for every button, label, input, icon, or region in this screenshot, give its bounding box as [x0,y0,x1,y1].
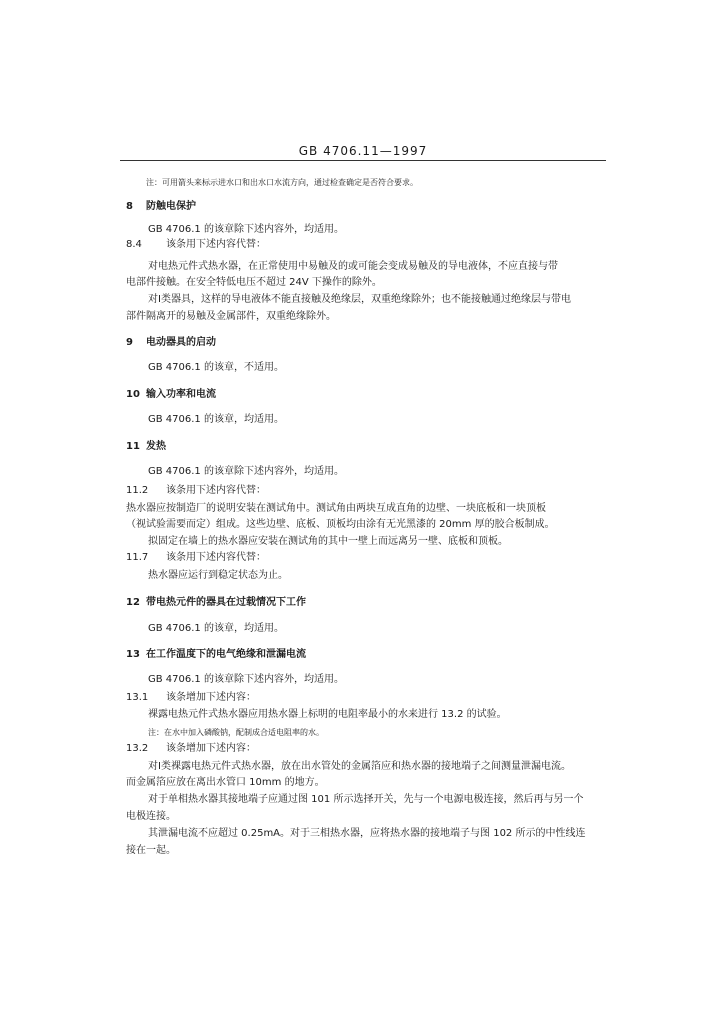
subsection-13-1 [126,691,256,705]
section-9-heading [126,336,216,350]
subsection-title: 该条用下述内容代替： [166,239,266,250]
paragraph: GB 4706.1 的该章，不适用。 [148,362,284,373]
subsection-title: 该条用下述内容代替： [166,485,266,496]
section-13-heading [126,648,306,662]
section-title: 在工作温度下的电气绝缘和泄漏电流 [146,649,306,660]
section-10-heading [126,388,216,402]
paragraph: 裸露电热元件式热水器应用热水器上标明的电阻率最小的水来进行 13.2 的试验。 [148,709,507,720]
subsection-number: 11.2 [126,485,149,496]
section-12-heading [126,596,306,610]
section-number: 12 [126,597,140,608]
subsection-number: 8.4 [126,239,142,250]
subsection-8-4 [126,238,266,252]
standard-number: GB 4706.11—1997 [298,144,428,158]
subsection-number: 13.2 [126,743,149,754]
paragraph-line: 对于单相热水器其接地端子应通过图 101 所示选择开关，先与一个电源电极连接，然后再与另一个 [148,794,584,805]
note: 注：在水中加入磷酸钠，配制成合适电阻率的水。 [148,728,324,737]
section-title: 发热 [146,441,166,452]
section-number: 9 [126,337,133,348]
paragraph: GB 4706.1 的该章除下述内容外，均适用。 [148,466,344,477]
paragraph: GB 4706.1 的该章，均适用。 [148,623,284,634]
paragraph-line: 对Ⅰ类器具，这样的导电液体不能直接触及绝缘层，双重绝缘除外；也不能接触通过绝缘层与带电 [148,294,571,305]
section-number: 13 [126,649,140,660]
section-number: 10 [126,389,140,400]
section-number: 11 [126,441,140,452]
section-11-heading [126,440,166,454]
subsection-11-2 [126,484,266,498]
paragraph-line: 部件隔离开的易触及金属部件，双重绝缘除外。 [126,311,336,322]
paragraph-line: 而金属箔应放在离出水管口 10mm 的地方。 [126,777,325,788]
paragraph: GB 4706.1 的该章除下述内容外，均适用。 [148,674,344,685]
paragraph-line: （视试验需要而定）组成。这些边壁、底板、顶板均由涂有无光黑漆的 20mm 厚的胶合板制成。 [126,519,555,530]
section-title: 输入功率和电流 [146,389,216,400]
paragraph-line: 对Ⅰ类裸露电热元件式热水器，放在出水管处的金属箔应和热水器的接地端子之间测量泄漏电流。 [148,761,571,772]
section-8-heading [126,200,196,214]
paragraph-line: 其泄漏电流不应超过 0.25mA。对于三相热水器，应将热水器的接地端子与图 102 所示的中性线连 [148,828,586,839]
section-number: 8 [126,201,133,212]
subsection-title: 该条增加下述内容： [166,743,256,754]
subsection-title: 该条用下述内容代替： [166,552,266,563]
paragraph-line: 电极连接。 [126,811,176,822]
paragraph: 拟固定在墙上的热水器应安装在测试角的其中一壁上而远离另一壁、底板和顶板。 [148,536,508,547]
subsection-11-7 [126,551,266,565]
header-rule [120,160,606,161]
section-title: 防触电保护 [146,201,196,212]
paragraph-line: 对电热元件式热水器，在正常使用中易触及的或可能会变成易触及的导电液体，不应直接与带 [148,261,558,272]
paragraph: GB 4706.1 的该章除下述内容外，均适用。 [148,224,344,235]
paragraph: GB 4706.1 的该章，均适用。 [148,414,284,425]
top-note: 注：可用箭头来标示进水口和出水口水流方向，通过检查确定是否符合要求。 [146,178,418,187]
section-title: 带电热元件的器具在过载情况下工作 [146,597,306,608]
subsection-number: 13.1 [126,692,149,703]
subsection-13-2 [126,742,256,756]
paragraph-line: 接在一起。 [126,845,176,856]
section-title: 电动器具的启动 [146,337,216,348]
paragraph-line: 电部件接触。在安全特低电压不超过 24V 下操作的除外。 [126,277,382,288]
subsection-number: 11.7 [126,552,149,563]
paragraph: 热水器应运行到稳定状态为止。 [148,570,288,581]
subsection-title: 该条增加下述内容： [166,692,256,703]
paragraph-line: 热水器应按制造厂的说明安装在测试角中。测试角由两块互成直角的边壁、一块底板和一块顶板 [126,503,546,514]
